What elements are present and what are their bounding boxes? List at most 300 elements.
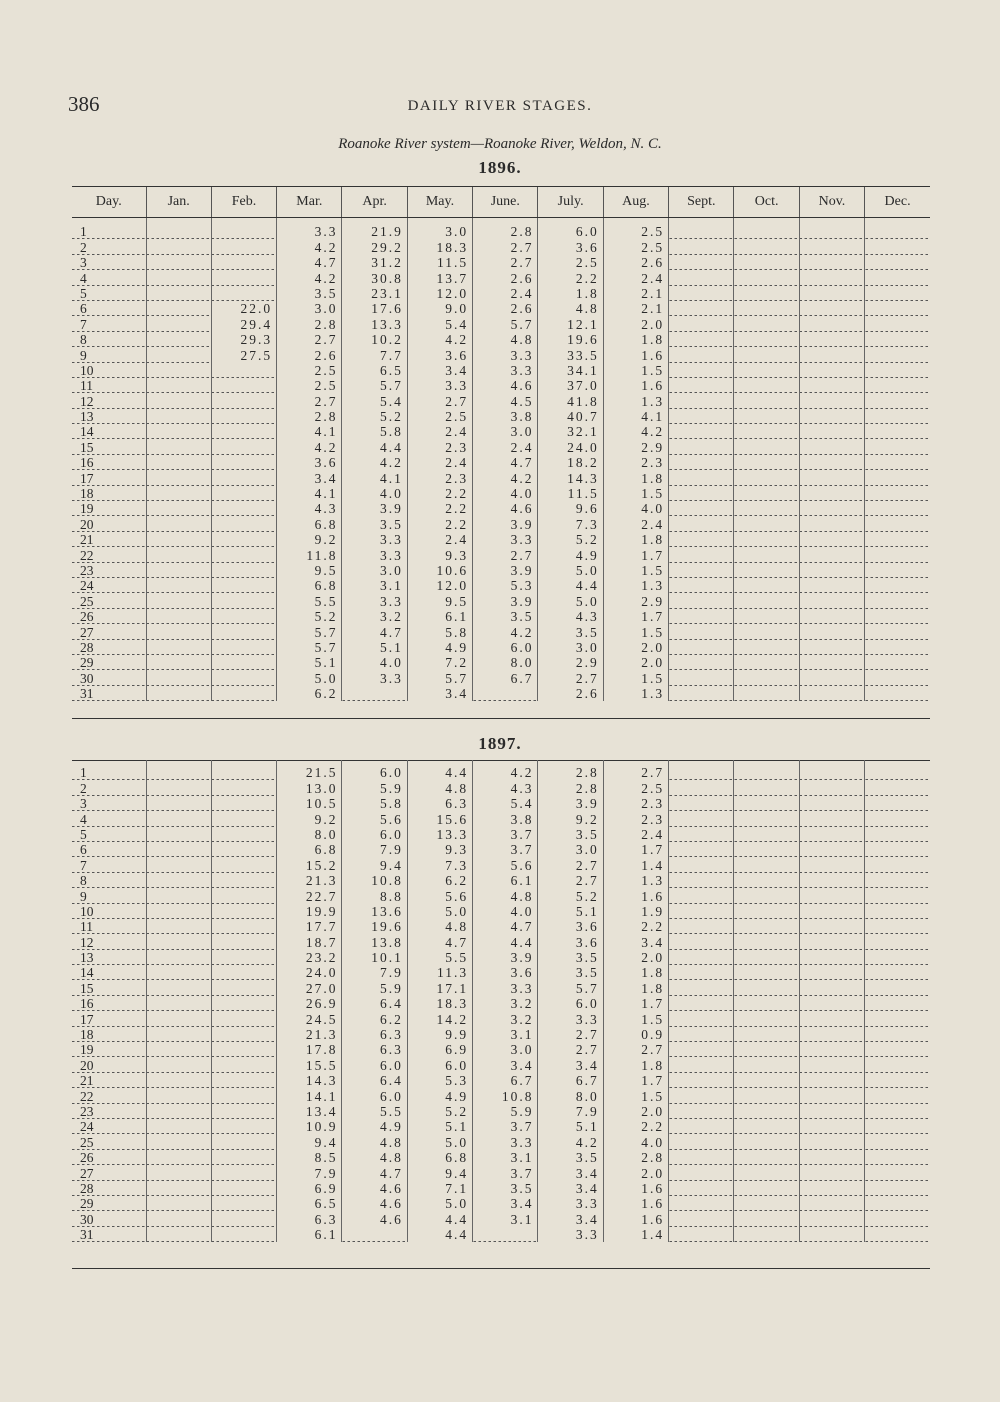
stage-cell [865, 516, 930, 531]
stage-cell: 1.7 [603, 1073, 668, 1088]
stage-cell [669, 1211, 734, 1226]
stage-cell: 3.2 [342, 609, 407, 624]
stage-cell [865, 1227, 930, 1242]
stage-cell [342, 686, 407, 701]
stage-cell: 1.8 [603, 1057, 668, 1072]
stage-cell: 4.8 [538, 301, 603, 316]
stage-cell: 2.9 [603, 593, 668, 608]
stage-cell: 1.6 [603, 1196, 668, 1211]
stage-cell: 5.7 [277, 640, 342, 655]
stage-cell [799, 1211, 864, 1226]
stage-cell [669, 563, 734, 578]
stage-cell: 1.5 [603, 624, 668, 639]
header-row [72, 187, 930, 218]
stage-cell: 2.7 [603, 1042, 668, 1057]
stage-cell [734, 624, 799, 639]
stage-cell [211, 686, 276, 701]
stage-cell: 6.7 [538, 1073, 603, 1088]
stage-cell: 8.8 [342, 888, 407, 903]
stage-cell: 6.0 [342, 761, 407, 781]
stage-cell: 4.4 [538, 578, 603, 593]
stage-cell [211, 409, 276, 424]
stage-cell: 8.0 [277, 827, 342, 842]
stage-cell: 2.1 [603, 286, 668, 301]
stage-cell: 1.6 [603, 1181, 668, 1196]
stage-cell: 3.4 [277, 470, 342, 485]
stage-cell: 5.4 [473, 796, 538, 811]
stage-cell [146, 1011, 211, 1026]
stage-cell [865, 780, 930, 795]
stage-cell: 5.7 [342, 378, 407, 393]
stage-cell: 2.4 [407, 455, 472, 470]
day-cell: 19 [72, 501, 146, 516]
stage-cell: 4.2 [407, 332, 472, 347]
day-cell: 8 [72, 332, 146, 347]
table-row [72, 1150, 930, 1165]
day-cell: 31 [72, 686, 146, 701]
stage-cell [146, 904, 211, 919]
stage-cell [734, 1134, 799, 1149]
stage-cell [734, 1088, 799, 1103]
stage-cell: 3.2 [473, 1011, 538, 1026]
stage-cell: 3.4 [538, 1057, 603, 1072]
stage-cell [211, 1119, 276, 1134]
stage-cell [865, 950, 930, 965]
stage-cell: 2.7 [473, 255, 538, 270]
stage-cell: 6.3 [342, 1027, 407, 1042]
stage-cell: 5.4 [342, 393, 407, 408]
table-row [72, 409, 930, 424]
stage-cell [799, 1027, 864, 1042]
stage-cell [799, 827, 864, 842]
table-row [72, 857, 930, 872]
table-row [72, 578, 930, 593]
stage-cell [865, 286, 930, 301]
stage-cell: 3.9 [342, 501, 407, 516]
stage-cell [734, 218, 799, 240]
stage-cell [146, 501, 211, 516]
stage-cell: 37.0 [538, 378, 603, 393]
stage-cell: 2.5 [538, 255, 603, 270]
stage-cell: 8.0 [473, 655, 538, 670]
stage-cell: 5.7 [407, 670, 472, 685]
stage-cell: 1.4 [603, 1227, 668, 1242]
stage-cell: 3.7 [473, 842, 538, 857]
stage-cell: 6.2 [277, 686, 342, 701]
table-row [72, 1227, 930, 1242]
day-cell: 7 [72, 857, 146, 872]
stage-cell: 4.3 [473, 780, 538, 795]
stage-cell [146, 670, 211, 685]
stage-cell [799, 593, 864, 608]
stage-cell [865, 378, 930, 393]
stage-cell [865, 255, 930, 270]
day-cell: 28 [72, 640, 146, 655]
stage-cell [146, 796, 211, 811]
stage-cell: 11.5 [407, 255, 472, 270]
stage-cell [669, 950, 734, 965]
stage-cell [211, 393, 276, 408]
stage-cell [211, 761, 276, 781]
stage-cell [734, 1165, 799, 1180]
stage-cell [865, 218, 930, 240]
year-heading-1896: 1896. [478, 158, 522, 177]
table-row [72, 501, 930, 516]
stage-cell [669, 409, 734, 424]
day-cell: 9 [72, 347, 146, 362]
stage-cell: 3.3 [473, 980, 538, 995]
table-row [72, 486, 930, 501]
stage-cell [211, 873, 276, 888]
stage-cell [865, 1211, 930, 1226]
stage-cell: 19.6 [538, 332, 603, 347]
stage-cell [799, 1011, 864, 1026]
stage-cell: 2.9 [538, 655, 603, 670]
stage-cell [734, 593, 799, 608]
stage-cell: 6.9 [277, 1181, 342, 1196]
stage-cell: 6.1 [277, 1227, 342, 1242]
stage-cell: 22.0 [211, 301, 276, 316]
stage-cell [473, 686, 538, 701]
stage-cell [211, 624, 276, 639]
stage-cell: 3.3 [538, 1196, 603, 1211]
stage-cell: 9.5 [277, 563, 342, 578]
stage-cell [799, 919, 864, 934]
column-header: Day. [72, 187, 146, 218]
stage-cell: 4.4 [342, 439, 407, 454]
stage-cell [669, 811, 734, 826]
stage-cell [211, 486, 276, 501]
stage-cell: 3.5 [538, 624, 603, 639]
day-cell: 22 [72, 1088, 146, 1103]
stage-cell [146, 516, 211, 531]
day-cell: 24 [72, 1119, 146, 1134]
stage-cell [865, 501, 930, 516]
stage-cell [669, 255, 734, 270]
stage-cell [146, 686, 211, 701]
stage-cell: 2.5 [277, 363, 342, 378]
stage-cell [146, 811, 211, 826]
day-cell: 27 [72, 624, 146, 639]
stage-cell [211, 919, 276, 934]
stage-cell: 13.6 [342, 904, 407, 919]
stage-cell: 11.5 [538, 486, 603, 501]
stage-cell: 3.4 [538, 1181, 603, 1196]
stage-cell [669, 1073, 734, 1088]
stage-cell [669, 873, 734, 888]
stage-cell [734, 578, 799, 593]
stage-cell [211, 501, 276, 516]
stage-cell: 9.9 [407, 1027, 472, 1042]
stage-cell [669, 347, 734, 362]
stage-cell [799, 347, 864, 362]
stage-cell [669, 286, 734, 301]
stage-cell [799, 965, 864, 980]
stage-cell [799, 378, 864, 393]
stage-cell: 3.9 [473, 950, 538, 965]
stage-cell: 4.7 [473, 919, 538, 934]
stage-cell: 4.1 [277, 424, 342, 439]
stage-cell [799, 904, 864, 919]
stage-cell [865, 270, 930, 285]
stage-cell: 4.7 [342, 624, 407, 639]
stage-cell: 1.4 [603, 857, 668, 872]
stage-cell: 3.7 [473, 1119, 538, 1134]
stage-cell [211, 1042, 276, 1057]
stage-cell [799, 578, 864, 593]
stage-cell: 8.5 [277, 1150, 342, 1165]
stage-cell: 2.7 [473, 239, 538, 254]
day-cell: 11 [72, 919, 146, 934]
stage-cell [734, 1196, 799, 1211]
stage-cell [211, 378, 276, 393]
stage-cell [146, 332, 211, 347]
stage-cell: 3.3 [538, 1011, 603, 1026]
stage-cell: 4.2 [473, 470, 538, 485]
stage-cell [865, 609, 930, 624]
stage-cell [211, 996, 276, 1011]
stage-cell [734, 486, 799, 501]
stage-cell [211, 1088, 276, 1103]
table-row [72, 1119, 930, 1134]
stage-cell: 4.6 [342, 1181, 407, 1196]
stage-cell: 3.0 [407, 218, 472, 240]
stage-cell [211, 1104, 276, 1119]
stage-cell [669, 578, 734, 593]
stage-cell: 4.0 [473, 904, 538, 919]
column-header: Jan. [146, 187, 211, 218]
stage-cell [211, 796, 276, 811]
day-cell: 28 [72, 1181, 146, 1196]
stage-cell: 3.3 [342, 532, 407, 547]
stage-cell [146, 1227, 211, 1242]
stage-cell: 2.0 [603, 640, 668, 655]
stage-cell: 3.9 [473, 516, 538, 531]
stage-cell [734, 301, 799, 316]
stage-cell: 9.4 [277, 1134, 342, 1149]
stage-cell [669, 888, 734, 903]
stage-cell [734, 347, 799, 362]
stage-cell [865, 578, 930, 593]
stage-cell [734, 761, 799, 781]
stage-cell: 2.4 [603, 827, 668, 842]
stage-cell [865, 670, 930, 685]
stage-cell: 1.3 [603, 686, 668, 701]
stage-cell: 2.5 [277, 378, 342, 393]
day-cell: 15 [72, 980, 146, 995]
day-cell: 31 [72, 1227, 146, 1242]
day-cell: 23 [72, 563, 146, 578]
stage-cell [799, 934, 864, 949]
stage-cell: 2.5 [603, 780, 668, 795]
stage-cell: 33.5 [538, 347, 603, 362]
stage-cell: 12.1 [538, 316, 603, 331]
stage-cell [734, 393, 799, 408]
day-cell: 6 [72, 842, 146, 857]
table-row [72, 1057, 930, 1072]
stage-cell: 27.0 [277, 980, 342, 995]
stage-cell [146, 470, 211, 485]
stage-cell [669, 827, 734, 842]
stage-cell: 7.9 [277, 1165, 342, 1180]
day-cell: 30 [72, 1211, 146, 1226]
stage-cell [799, 811, 864, 826]
stage-cell [211, 470, 276, 485]
stage-cell [799, 1119, 864, 1134]
stage-cell [211, 1027, 276, 1042]
stage-cell: 4.9 [342, 1119, 407, 1134]
stage-cell: 13.0 [277, 780, 342, 795]
stage-cell: 1.5 [603, 1088, 668, 1103]
stage-cell: 5.7 [277, 624, 342, 639]
stage-cell [669, 593, 734, 608]
stage-cell: 1.7 [603, 842, 668, 857]
day-cell: 3 [72, 796, 146, 811]
day-cell: 22 [72, 547, 146, 562]
stage-cell [799, 516, 864, 531]
stage-cell: 3.7 [473, 827, 538, 842]
stage-cell: 5.3 [407, 1073, 472, 1088]
stage-cell [799, 1165, 864, 1180]
stage-cell [734, 1227, 799, 1242]
stage-cell [669, 965, 734, 980]
stage-cell [146, 563, 211, 578]
stage-cell: 3.3 [407, 378, 472, 393]
stage-cell [734, 996, 799, 1011]
stage-cell [211, 424, 276, 439]
stage-cell: 2.1 [603, 301, 668, 316]
stage-cell: 2.8 [277, 409, 342, 424]
stage-cell [734, 796, 799, 811]
stage-cell [211, 455, 276, 470]
stage-cell [799, 270, 864, 285]
stage-cell: 10.6 [407, 563, 472, 578]
stage-cell [734, 1211, 799, 1226]
day-cell: 29 [72, 1196, 146, 1211]
stage-cell [146, 286, 211, 301]
stage-cell: 11.3 [407, 965, 472, 980]
stage-cell: 6.4 [342, 996, 407, 1011]
table-row [72, 686, 930, 701]
stage-cell [211, 578, 276, 593]
stage-cell: 3.6 [407, 347, 472, 362]
stage-cell: 3.1 [473, 1211, 538, 1226]
day-cell: 21 [72, 532, 146, 547]
day-cell: 2 [72, 780, 146, 795]
stage-cell: 26.9 [277, 996, 342, 1011]
stage-cell [799, 996, 864, 1011]
stage-cell [734, 965, 799, 980]
stage-cell [146, 655, 211, 670]
stage-cell: 4.1 [603, 409, 668, 424]
stage-cell [669, 516, 734, 531]
stage-cell: 3.4 [407, 363, 472, 378]
stage-cell: 14.3 [277, 1073, 342, 1088]
stage-cell [146, 624, 211, 639]
stage-cell: 1.8 [603, 980, 668, 995]
stage-cell [799, 980, 864, 995]
column-header: July. [538, 187, 603, 218]
stage-cell: 4.8 [407, 780, 472, 795]
stage-cell [799, 455, 864, 470]
stage-cell: 2.8 [473, 218, 538, 240]
stage-cell [211, 934, 276, 949]
stage-cell [799, 563, 864, 578]
stage-cell: 1.5 [603, 670, 668, 685]
stage-cell: 4.2 [473, 624, 538, 639]
stage-cell: 4.2 [603, 424, 668, 439]
table-row [72, 532, 930, 547]
day-cell: 11 [72, 378, 146, 393]
stage-cell [865, 980, 930, 995]
stage-cell: 2.7 [538, 1027, 603, 1042]
stage-cell [669, 670, 734, 685]
stage-cell [669, 842, 734, 857]
page-number: 386 [68, 92, 100, 116]
stage-cell: 2.5 [407, 409, 472, 424]
day-cell: 10 [72, 363, 146, 378]
stage-cell [865, 439, 930, 454]
stage-cell [669, 1134, 734, 1149]
stage-cell [669, 934, 734, 949]
table-row [72, 316, 930, 331]
stage-cell: 2.2 [603, 919, 668, 934]
stage-cell: 2.3 [407, 439, 472, 454]
stage-cell [669, 1196, 734, 1211]
stage-cell [799, 501, 864, 516]
stage-cell [799, 950, 864, 965]
day-cell: 29 [72, 655, 146, 670]
stage-cell: 17.1 [407, 980, 472, 995]
stage-cell [865, 1150, 930, 1165]
stage-cell: 24.0 [277, 965, 342, 980]
table-row [72, 1104, 930, 1119]
day-cell: 8 [72, 873, 146, 888]
stage-cell [146, 455, 211, 470]
stage-cell [865, 996, 930, 1011]
stage-cell: 7.9 [342, 965, 407, 980]
stage-cell: 3.9 [538, 796, 603, 811]
stage-cell [211, 563, 276, 578]
stage-cell: 34.1 [538, 363, 603, 378]
table-row [72, 1165, 930, 1180]
stage-cell: 17.6 [342, 301, 407, 316]
stage-cell: 2.9 [603, 439, 668, 454]
stage-cell: 4.7 [342, 1165, 407, 1180]
table-row [72, 761, 930, 781]
stage-cell [865, 486, 930, 501]
stage-cell [799, 255, 864, 270]
stage-cell: 4.7 [473, 455, 538, 470]
stage-cell [146, 270, 211, 285]
stage-cell [146, 842, 211, 857]
day-cell: 30 [72, 670, 146, 685]
stage-cell: 5.5 [277, 593, 342, 608]
stage-cell [211, 255, 276, 270]
stage-cell: 3.0 [538, 640, 603, 655]
day-cell: 18 [72, 486, 146, 501]
stage-cell: 1.6 [603, 888, 668, 903]
stage-cell: 2.3 [603, 455, 668, 470]
stage-cell [669, 1011, 734, 1026]
day-cell: 4 [72, 270, 146, 285]
stage-cell [146, 1165, 211, 1180]
stage-cell: 2.8 [277, 316, 342, 331]
stage-cell: 1.9 [603, 904, 668, 919]
table-row [72, 301, 930, 316]
stage-cell [669, 486, 734, 501]
stage-cell: 6.8 [277, 842, 342, 857]
